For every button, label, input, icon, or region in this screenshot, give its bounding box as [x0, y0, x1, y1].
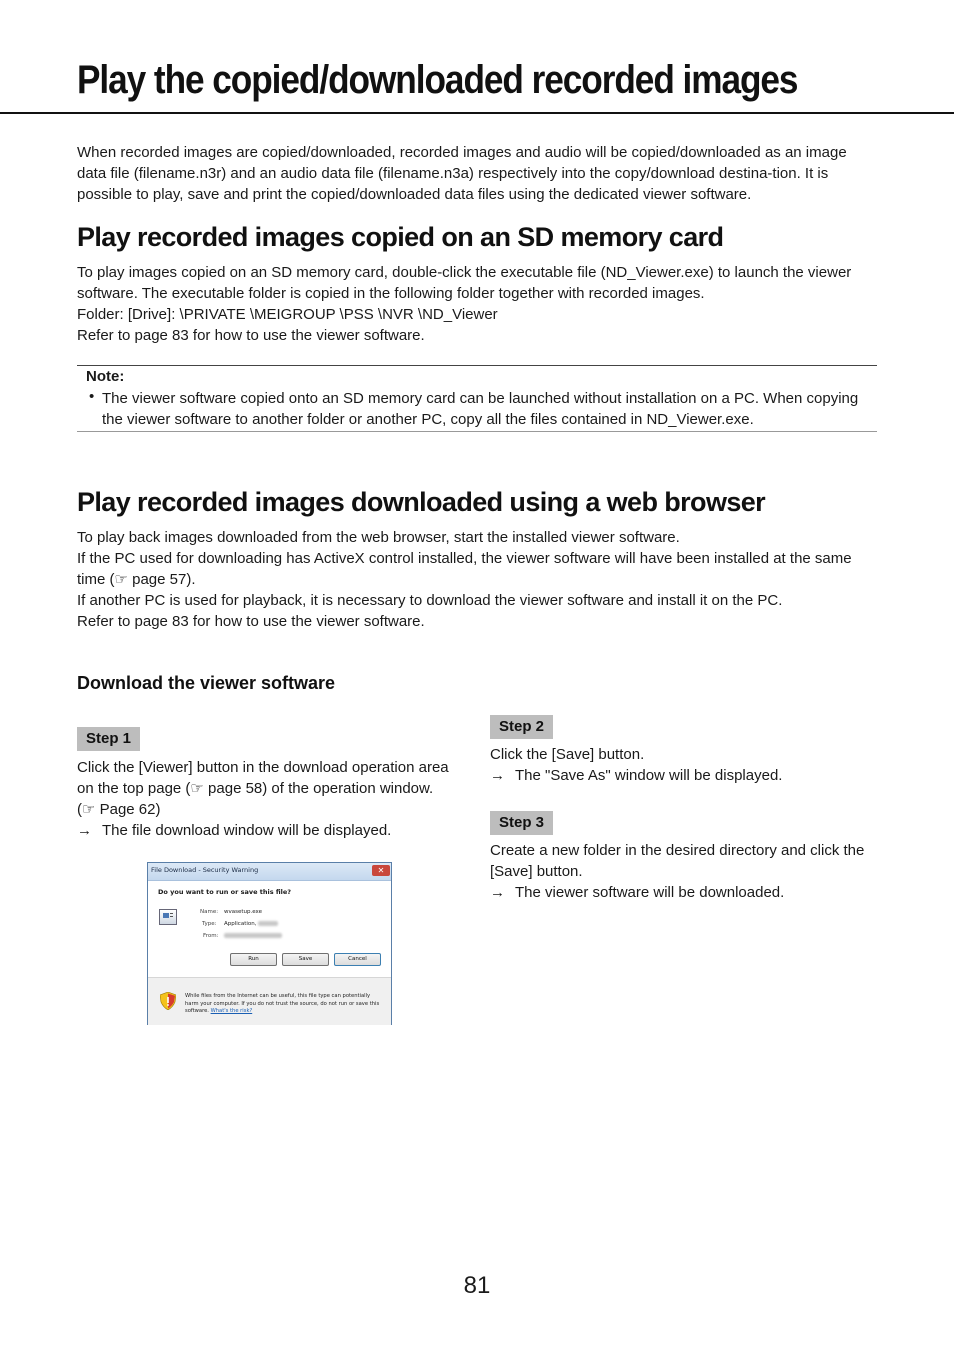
note-label: Note: [86, 368, 125, 385]
blurred-source [224, 933, 282, 938]
warning-body: While files from the Internet can be useful, this file type can potentially harm your computer. If you do not trust the source, do not run or save this software. [185, 993, 380, 1014]
sd-section-heading: Play recorded images copied on an SD memory card [77, 222, 724, 252]
step2-instruction: Click the [Save] button. [490, 746, 645, 763]
close-icon[interactable]: ✕ [372, 865, 390, 876]
step2-text [490, 744, 880, 786]
from-label: From: [203, 933, 219, 939]
step1-result-text: The file download window will be displayed. [102, 822, 392, 839]
save-button[interactable]: Save [282, 953, 329, 966]
web-section-heading: Play recorded images downloaded using a web browser [77, 487, 766, 517]
step3-result [490, 882, 880, 903]
step1-text [77, 757, 452, 841]
dialog-footer [148, 977, 391, 1025]
step2-result-text: The "Save As" window will be displayed. [515, 767, 783, 784]
intro-paragraph: When recorded images are copied/downloaded, recorded images and audio will be copied/downloaded as an image data file (filename.n3r) and an audio data file (filename.n3a) respectively into the copy/download destina-tion. It is possible to play, save and print the copied/downloaded data files using the dedicated viewer software. [77, 144, 847, 203]
download-heading: Download the viewer software [77, 673, 336, 693]
arrow-icon: → [77, 822, 92, 839]
warning-text [185, 993, 385, 1016]
step3-instruction: Create a new folder in the desired directory and click the [Save] button. [490, 842, 865, 880]
note-box [77, 365, 877, 432]
sd-body-line: Refer to page 83 for how to use the viewer software. [77, 327, 425, 344]
application-icon [159, 909, 177, 925]
sd-folder-path: Folder: [Drive]: \PRIVATE \MEIGROUP \PSS \NVR \ND_Viewer [77, 306, 498, 323]
web-body-line: If another PC is used for playback, it is necessary to download the viewer software and install it on the PC. [77, 592, 783, 609]
name-label: Name: [200, 909, 219, 915]
dialog-titlebar [148, 863, 391, 881]
blurred-size [258, 921, 278, 926]
cancel-button[interactable]: Cancel [334, 953, 381, 966]
step3-text [490, 840, 880, 903]
arrow-icon: → [490, 884, 505, 901]
dialog-question: Do you want to run or save this file? [158, 888, 292, 896]
title-rule [0, 112, 954, 114]
web-body-line: To play back images downloaded from the web browser, start the installed viewer software. [77, 529, 680, 546]
step1-instruction: Click the [Viewer] button in the download operation area on the top page (☞ page 58) of the operation window. (☞ Page 62) [77, 759, 449, 818]
type-label: Type: [202, 921, 217, 927]
risk-link[interactable]: What's the risk? [210, 1008, 253, 1014]
web-body-line: If the PC used for downloading has ActiveX control installed, the viewer software will have been installed at the same time (☞ page 57). [77, 550, 852, 588]
shield-warning-icon [160, 992, 176, 1010]
sd-section-body [77, 262, 877, 346]
step1-result [77, 820, 452, 841]
type-value [224, 921, 278, 927]
file-download-dialog [147, 862, 392, 1025]
dialog-title: File Download - Security Warning [151, 866, 259, 874]
note-bullet: • [89, 388, 95, 405]
run-button[interactable]: Run [230, 953, 277, 966]
from-value [224, 933, 282, 939]
step3-result-text: The viewer software will be downloaded. [515, 884, 785, 901]
name-value: wvasetup.exe [224, 909, 263, 915]
step3-badge: Step 3 [490, 811, 553, 835]
step1-badge: Step 1 [77, 727, 140, 751]
web-body-line: Refer to page 83 for how to use the viewer software. [77, 613, 425, 630]
page-number: 81 [463, 1272, 491, 1299]
page-title: Play the copied/downloaded recorded images [77, 58, 798, 102]
note-text: The viewer software copied onto an SD memory card can be launched without installation on a PC. When copying the viewer software to another folder or another PC, copy all the files contained in ND_Viewer.exe. [102, 390, 859, 428]
step2-result [490, 765, 880, 786]
sd-body-line: To play images copied on an SD memory card, double-click the executable file (ND_Viewer.exe) to launch the viewer software. The executable folder is copied in the following folder together with recorded images. [77, 264, 852, 302]
step2-badge: Step 2 [490, 715, 553, 739]
type-value-text: Application, [224, 921, 257, 927]
arrow-icon: → [490, 767, 505, 784]
web-section-body [77, 527, 877, 632]
